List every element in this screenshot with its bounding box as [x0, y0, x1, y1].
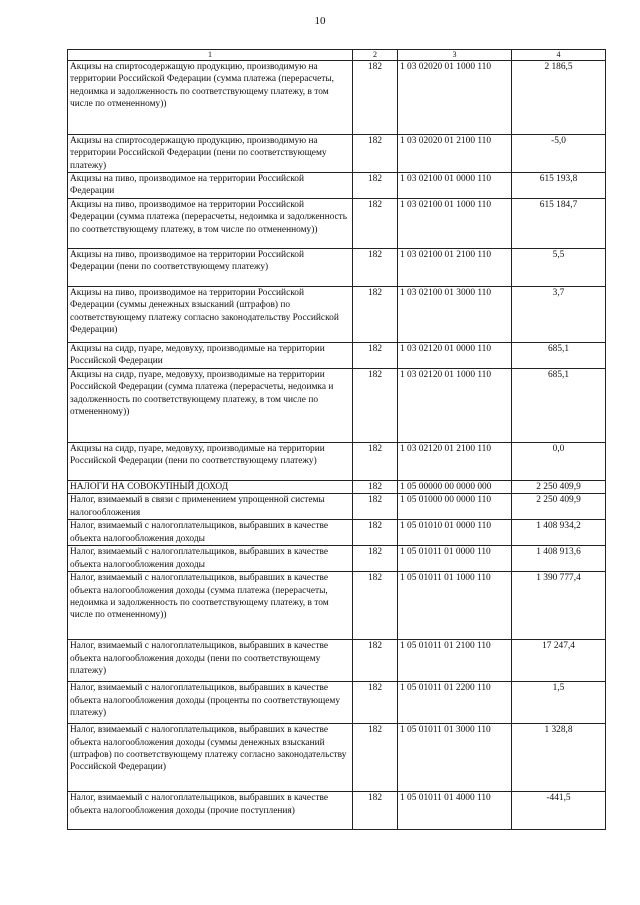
- row-budget-code-cell: 1 05 00000 00 0000 000: [398, 481, 512, 494]
- row-admin-code-cell: 182: [353, 494, 398, 520]
- row-admin-code-cell: 182: [353, 682, 398, 724]
- column-header-3: 3: [398, 50, 512, 61]
- row-admin-code-cell: 182: [353, 443, 398, 481]
- row-name-cell: Налог, взимаемый с налогоплательщиков, выбравших в качестве объекта налогообложения доходы (проценты по соответствующему платежу): [68, 682, 353, 724]
- table-row: [68, 173, 606, 199]
- row-name-cell: Налог, взимаемый с налогоплательщиков, выбравших в качестве объекта налогообложения доходы (пени по соответствующему платежу): [68, 640, 353, 682]
- row-amount-cell: 1 390 777,4: [512, 572, 606, 640]
- row-admin-code-cell: 182: [353, 343, 398, 369]
- row-name-cell: Акцизы на сидр, пуаре, медовуху, производимые на территории Российской Федерации: [68, 343, 353, 369]
- row-admin-code-cell: 182: [353, 640, 398, 682]
- row-budget-code-cell: 1 05 01011 01 2200 110: [398, 682, 512, 724]
- row-name-cell: Акцизы на пиво, производимое на территории Российской Федерации (сумма платежа (перерасчеты, недоимка и задолженность по соответствующему платежу, в том числе по отмененному)): [68, 199, 353, 249]
- row-name-cell: Налог, взимаемый с налогоплательщиков, выбравших в качестве объекта налогообложения доходы (сумма платежа (перерасчеты, недоимка и задолженность по соответствующему платежу, в том числе по отмененному)): [68, 572, 353, 640]
- row-budget-code-cell: 1 03 02120 01 0000 110: [398, 343, 512, 369]
- row-amount-cell: 2 250 409,9: [512, 481, 606, 494]
- row-amount-cell: 615 184,7: [512, 199, 606, 249]
- row-amount-cell: 1,5: [512, 682, 606, 724]
- row-name-cell: Акцизы на спиртосодержащую продукцию, производимую на территории Российской Федерации (сумма платежа (перерасчеты, недоимка и задолженность по соответствующему платежу, в том числе по отмененному)): [68, 61, 353, 135]
- row-budget-code-cell: 1 03 02100 01 3000 110: [398, 287, 512, 343]
- table-row: [68, 287, 606, 343]
- row-admin-code-cell: 182: [353, 724, 398, 792]
- row-admin-code-cell: 182: [353, 572, 398, 640]
- table-row: [68, 640, 606, 682]
- row-admin-code-cell: 182: [353, 546, 398, 572]
- column-header-2: 2: [353, 50, 398, 61]
- table-row: [68, 724, 606, 792]
- row-name-cell: Налог, взимаемый в связи с применением упрощенной системы налогообложения: [68, 494, 353, 520]
- table-row: [68, 481, 606, 494]
- row-name-cell: Налог, взимаемый с налогоплательщиков, выбравших в качестве объекта налогообложения доходы (прочие поступления): [68, 792, 353, 830]
- row-budget-code-cell: 1 05 01011 01 0000 110: [398, 546, 512, 572]
- row-name-cell: Акцизы на сидр, пуаре, медовуху, производимые на территории Российской Федерации (пени по соответствующему платежу): [68, 443, 353, 481]
- table-row: [68, 249, 606, 287]
- revenue-table: [67, 49, 606, 830]
- row-admin-code-cell: 182: [353, 135, 398, 173]
- row-name-cell: Акцизы на сидр, пуаре, медовуху, производимые на территории Российской Федерации (сумма платежа (перерасчеты, недоимка и задолженность по соответствующему платежу, в том числе по отмененному)): [68, 369, 353, 443]
- row-budget-code-cell: 1 05 01011 01 2100 110: [398, 640, 512, 682]
- row-amount-cell: 685,1: [512, 369, 606, 443]
- row-budget-code-cell: 1 03 02100 01 1000 110: [398, 199, 512, 249]
- table-row: [68, 443, 606, 481]
- row-admin-code-cell: 182: [353, 199, 398, 249]
- row-budget-code-cell: 1 03 02020 01 1000 110: [398, 61, 512, 135]
- row-budget-code-cell: 1 03 02100 01 2100 110: [398, 249, 512, 287]
- row-admin-code-cell: 182: [353, 287, 398, 343]
- row-amount-cell: 3,7: [512, 287, 606, 343]
- page-number: 10: [314, 15, 326, 27]
- row-amount-cell: 17 247,4: [512, 640, 606, 682]
- row-amount-cell: 2 250 409,9: [512, 494, 606, 520]
- row-budget-code-cell: 1 05 01011 01 1000 110: [398, 572, 512, 640]
- row-budget-code-cell: 1 05 01000 00 0000 110: [398, 494, 512, 520]
- table-row: [68, 135, 606, 173]
- row-name-cell: Акцизы на пиво, производимое на территории Российской Федерации (пени по соответствующему платежу): [68, 249, 353, 287]
- row-admin-code-cell: 182: [353, 61, 398, 135]
- column-header-1: 1: [68, 50, 353, 61]
- table-row: [68, 520, 606, 546]
- row-name-cell: НАЛОГИ НА СОВОКУПНЫЙ ДОХОД: [68, 481, 353, 494]
- row-admin-code-cell: 182: [353, 792, 398, 830]
- row-amount-cell: -5,0: [512, 135, 606, 173]
- row-name-cell: Налог, взимаемый с налогоплательщиков, выбравших в качестве объекта налогообложения доходы: [68, 546, 353, 572]
- row-amount-cell: 1 408 913,6: [512, 546, 606, 572]
- row-amount-cell: 615 193,8: [512, 173, 606, 199]
- row-budget-code-cell: 1 03 02120 01 1000 110: [398, 369, 512, 443]
- row-amount-cell: 1 408 934,2: [512, 520, 606, 546]
- table-row: [68, 572, 606, 640]
- row-budget-code-cell: 1 03 02120 01 2100 110: [398, 443, 512, 481]
- row-name-cell: Акцизы на пиво, производимое на территории Российской Федерации: [68, 173, 353, 199]
- row-admin-code-cell: 182: [353, 369, 398, 443]
- row-admin-code-cell: 182: [353, 173, 398, 199]
- row-budget-code-cell: 1 03 02020 01 2100 110: [398, 135, 512, 173]
- row-budget-code-cell: 1 03 02100 01 0000 110: [398, 173, 512, 199]
- row-amount-cell: -441,5: [512, 792, 606, 830]
- row-name-cell: Налог, взимаемый с налогоплательщиков, выбравших в качестве объекта налогообложения доходы: [68, 520, 353, 546]
- table-row: [68, 682, 606, 724]
- table-row: [68, 792, 606, 830]
- row-admin-code-cell: 182: [353, 481, 398, 494]
- table-row: [68, 546, 606, 572]
- table-row: [68, 61, 606, 135]
- table-row: [68, 494, 606, 520]
- row-name-cell: Акцизы на пиво, производимое на территории Российской Федерации (суммы денежных взысканий (штрафов) по соответствующему платежу согласно законодательству Российской Федерации): [68, 287, 353, 343]
- table-row: [68, 199, 606, 249]
- column-header-4: 4: [512, 50, 606, 61]
- row-admin-code-cell: 182: [353, 520, 398, 546]
- row-budget-code-cell: 1 05 01010 01 0000 110: [398, 520, 512, 546]
- row-admin-code-cell: 182: [353, 249, 398, 287]
- table-row: [68, 369, 606, 443]
- row-name-cell: Налог, взимаемый с налогоплательщиков, выбравших в качестве объекта налогообложения доходы (суммы денежных взысканий (штрафов) по соответствующему платежу согласно законодательству Российской Федерации): [68, 724, 353, 792]
- row-amount-cell: 5,5: [512, 249, 606, 287]
- row-amount-cell: 685,1: [512, 343, 606, 369]
- row-amount-cell: 0,0: [512, 443, 606, 481]
- row-budget-code-cell: 1 05 01011 01 4000 110: [398, 792, 512, 830]
- table-header-row: [68, 50, 606, 61]
- row-budget-code-cell: 1 05 01011 01 3000 110: [398, 724, 512, 792]
- row-name-cell: Акцизы на спиртосодержащую продукцию, производимую на территории Российской Федерации (пени по соответствующему платежу): [68, 135, 353, 173]
- table-row: [68, 343, 606, 369]
- row-amount-cell: 1 328,8: [512, 724, 606, 792]
- row-amount-cell: 2 186,5: [512, 61, 606, 135]
